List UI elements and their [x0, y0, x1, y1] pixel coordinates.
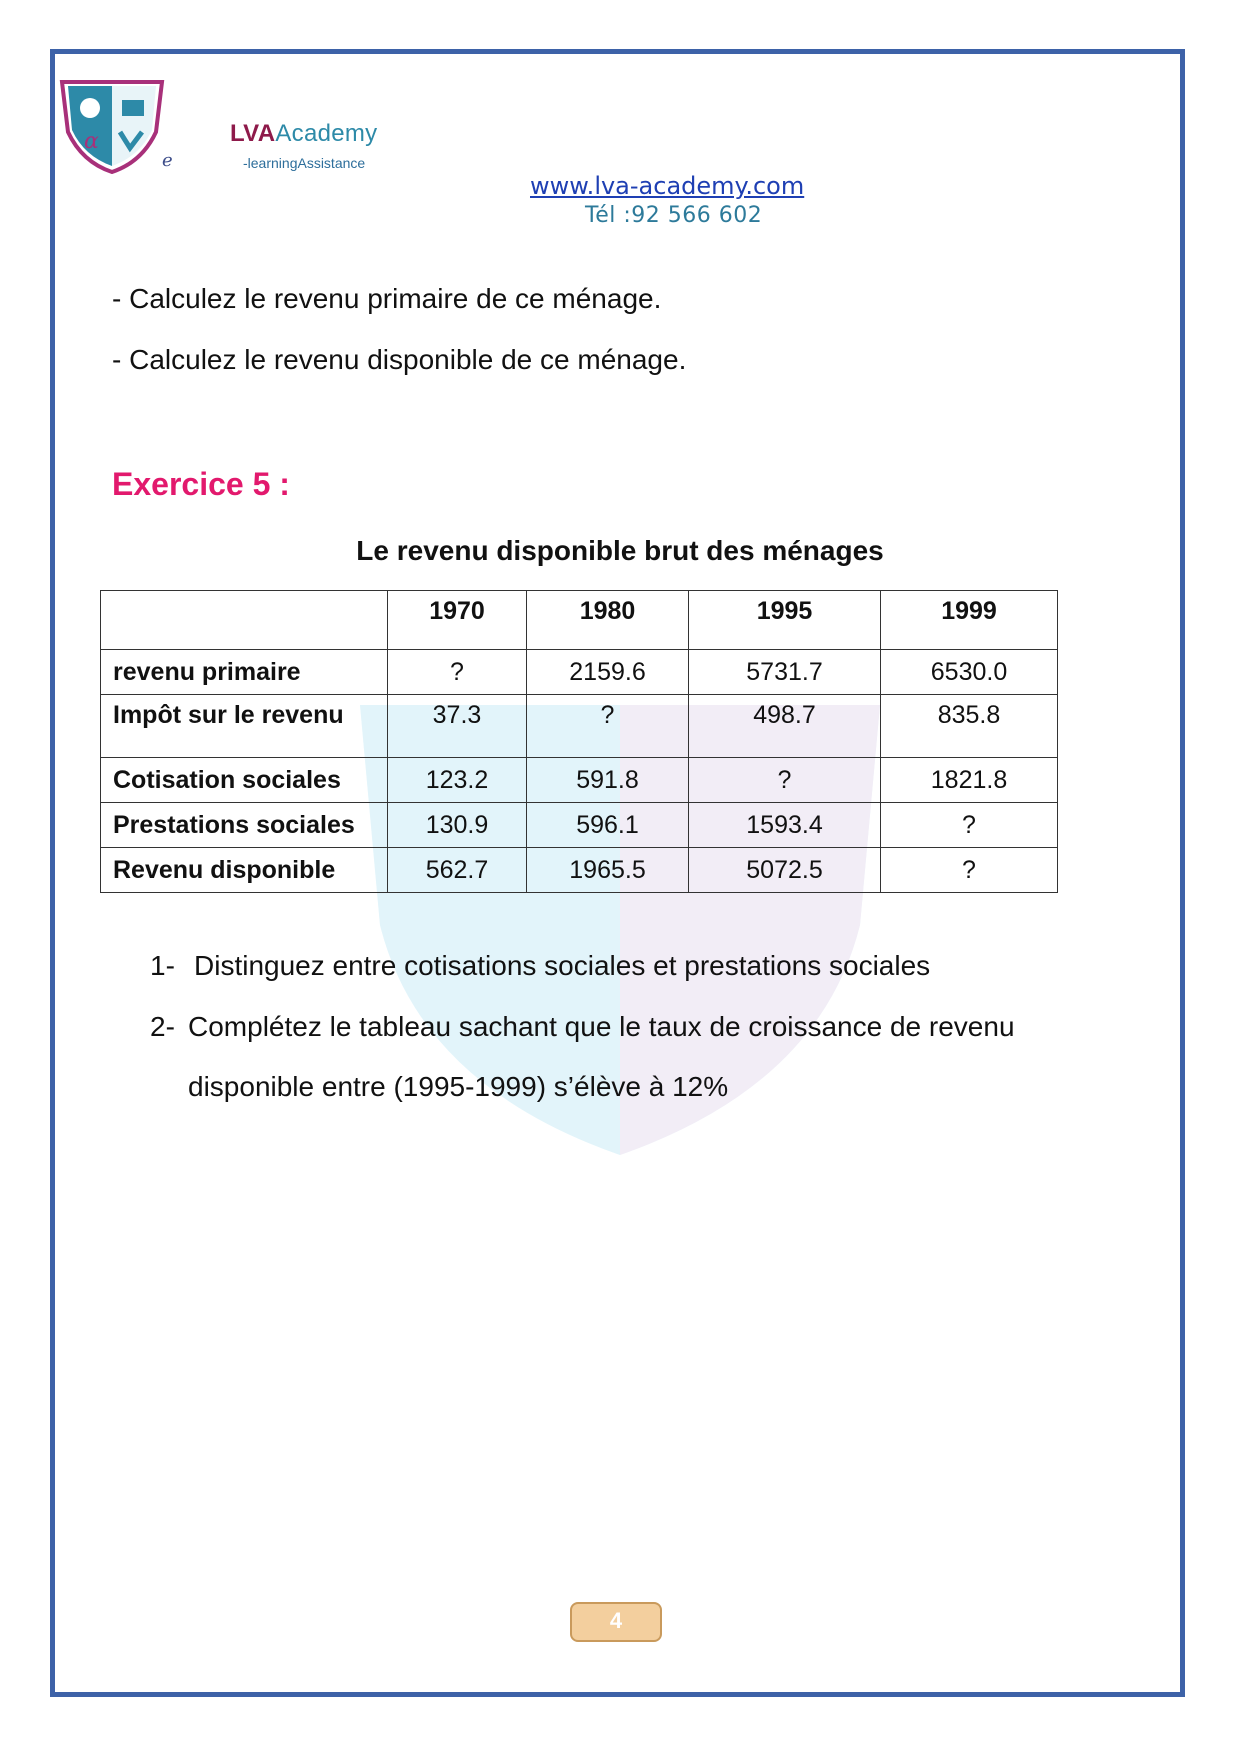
table-cell: 1593.4 — [689, 803, 881, 848]
intro-line-2: - Calculez le revenu disponible de ce ménage. — [112, 344, 687, 375]
table-cell: 5731.7 — [689, 650, 881, 695]
table-cell: 5072.5 — [689, 848, 881, 893]
table-row — [101, 695, 1058, 758]
brand-tagline: -learningAssistance — [243, 155, 366, 171]
table-cell: 123.2 — [388, 758, 527, 803]
table-cell: 130.9 — [388, 803, 527, 848]
question-2-text: Complétez le tableau sachant que le taux de croissance de revenu — [188, 1011, 1015, 1042]
table-cell: ? — [881, 803, 1058, 848]
table-cell: 591.8 — [527, 758, 689, 803]
brand-name: LVAAcademy — [230, 120, 378, 147]
table-cell: 2159.6 — [527, 650, 689, 695]
table-cell: ? — [881, 848, 1058, 893]
table-cell: 37.3 — [388, 695, 527, 758]
table-cell: 498.7 — [689, 695, 881, 758]
website-link[interactable]: www.lva-academy.com — [530, 172, 805, 200]
page-number-badge: 4 — [570, 1602, 662, 1642]
table-cell: 596.1 — [527, 803, 689, 848]
row-label: Cotisation sociales — [101, 758, 388, 803]
table-row — [101, 848, 1058, 893]
row-label: Impôt sur le revenu — [101, 695, 388, 758]
table-cell: ? — [689, 758, 881, 803]
table-title: Le revenu disponible brut des ménages — [356, 535, 884, 566]
intro-line-1: - Calculez le revenu primaire de ce ménage. — [112, 283, 662, 314]
table-cell: 562.7 — [388, 848, 527, 893]
row-label: Prestations sociales — [101, 803, 388, 848]
table-cell: 1965.5 — [527, 848, 689, 893]
table-cell: ? — [527, 695, 689, 758]
lva-academy-logo — [56, 76, 168, 174]
table-row — [101, 758, 1058, 803]
question-1-number: 1- — [150, 950, 175, 981]
svg-text:α: α — [84, 129, 99, 154]
table-header-row — [101, 591, 1058, 650]
income-table — [100, 590, 1058, 893]
table-header-cell: 1970 — [388, 591, 527, 650]
row-label: Revenu disponible — [101, 848, 388, 893]
table-header-cell: 1980 — [527, 591, 689, 650]
table-cell: 1821.8 — [881, 758, 1058, 803]
logo-letter: e — [162, 150, 173, 171]
question-2-text-continued: disponible entre (1995-1999) s’élève à 12% — [188, 1071, 729, 1102]
exercise-title: Exercice 5 : — [112, 466, 290, 502]
table-cell: 835.8 — [881, 695, 1058, 758]
phone-number: Tél :92 566 602 — [585, 203, 763, 228]
question-1-text: Distinguez entre cotisations sociales et prestations sociales — [194, 950, 931, 981]
table-row — [101, 650, 1058, 695]
table-header-cell: 1995 — [689, 591, 881, 650]
table-cell: ? — [388, 650, 527, 695]
table-row — [101, 803, 1058, 848]
table-header-cell — [101, 591, 388, 650]
table-cell: 6530.0 — [881, 650, 1058, 695]
table-header-cell: 1999 — [881, 591, 1058, 650]
row-label: revenu primaire — [101, 650, 388, 695]
question-2-number: 2- — [150, 1011, 175, 1042]
